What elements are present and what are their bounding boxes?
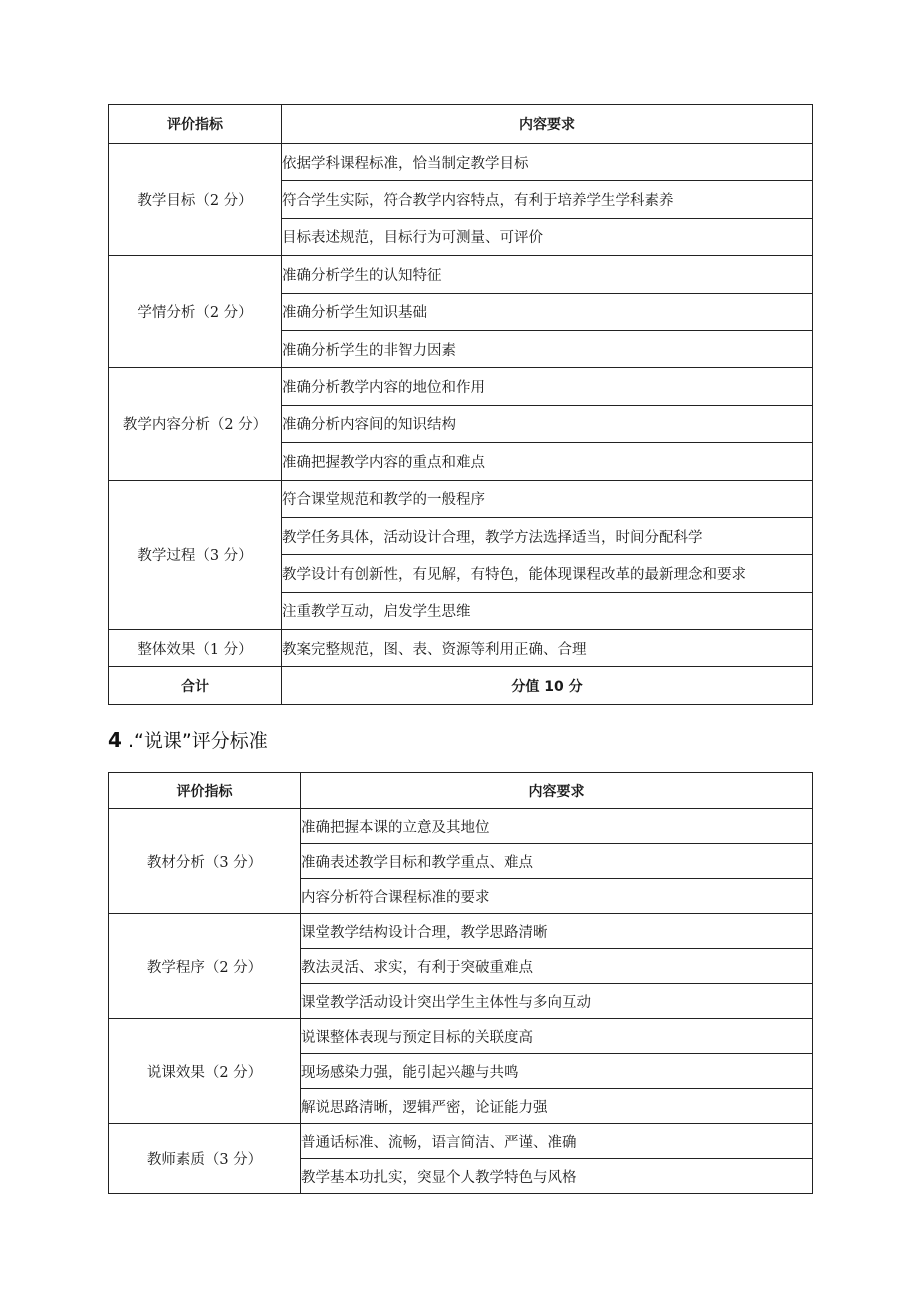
requirement-cell: 准确分析学生知识基础 <box>282 293 813 330</box>
header-content: 内容要求 <box>282 105 813 144</box>
requirement-cell: 课堂教学活动设计突出学生主体性与多向互动 <box>301 984 813 1019</box>
category-cell: 说课效果（2 分） <box>109 1019 301 1124</box>
section-number: 4 <box>108 728 122 752</box>
category-cell: 教学内容分析（2 分） <box>109 368 282 480</box>
category-cell: 整体效果（1 分） <box>109 630 282 667</box>
requirement-cell: 教法灵活、求实，有利于突破重难点 <box>301 949 813 984</box>
requirement-cell: 准确分析教学内容的地位和作用 <box>282 368 813 405</box>
requirement-cell: 准确把握教学内容的重点和难点 <box>282 443 813 480</box>
header-indicator: 评价指标 <box>109 105 282 144</box>
header-indicator: 评价指标 <box>109 773 301 809</box>
category-cell: 教学过程（3 分） <box>109 480 282 630</box>
category-cell: 学情分析（2 分） <box>109 256 282 368</box>
table-header-row <box>109 773 813 809</box>
lesson-plan-scoring-table <box>108 104 813 705</box>
table-row <box>109 809 813 844</box>
requirement-cell: 符合学生实际，符合教学内容特点，有利于培养学生学科素养 <box>282 181 813 218</box>
table-row <box>109 368 813 405</box>
requirement-cell: 教学设计有创新性，有见解，有特色，能体现课程改革的最新理念和要求 <box>282 555 813 592</box>
requirement-cell: 教案完整规范，图、表、资源等利用正确、合理 <box>282 630 813 667</box>
requirement-cell: 准确分析内容间的知识结构 <box>282 405 813 442</box>
total-value: 分值 10 分 <box>282 667 813 704</box>
requirement-cell: 准确把握本课的立意及其地位 <box>301 809 813 844</box>
requirement-cell: 内容分析符合课程标准的要求 <box>301 879 813 914</box>
table-row <box>109 1019 813 1054</box>
table-header-row <box>109 105 813 144</box>
category-cell: 教学目标（2 分） <box>109 144 282 256</box>
table-row <box>109 630 813 667</box>
requirement-cell: 符合课堂规范和教学的一般程序 <box>282 480 813 517</box>
requirement-cell: 准确分析学生的非智力因素 <box>282 330 813 367</box>
category-cell: 教师素质（3 分） <box>109 1124 301 1194</box>
requirement-cell: 准确表述教学目标和教学重点、难点 <box>301 844 813 879</box>
requirement-cell: 解说思路清晰，逻辑严密，论证能力强 <box>301 1089 813 1124</box>
table-row <box>109 914 813 949</box>
requirement-cell: 现场感染力强，能引起兴趣与共鸣 <box>301 1054 813 1089</box>
table-row <box>109 256 813 293</box>
total-label: 合计 <box>109 667 282 704</box>
table-row <box>109 1124 813 1159</box>
lecture-scoring-table <box>108 772 813 1194</box>
requirement-cell: 准确分析学生的认知特征 <box>282 256 813 293</box>
requirement-cell: 教学基本功扎实，突显个人教学特色与风格 <box>301 1159 813 1194</box>
section-title-text: .“说课”评分标准 <box>127 730 268 752</box>
table-row <box>109 480 813 517</box>
requirement-cell: 目标表述规范，目标行为可测量、可评价 <box>282 218 813 255</box>
total-row <box>109 667 813 704</box>
section-heading <box>108 726 268 753</box>
requirement-cell: 普通话标准、流畅，语言简洁、严谨、准确 <box>301 1124 813 1159</box>
category-cell: 教学程序（2 分） <box>109 914 301 1019</box>
header-content: 内容要求 <box>301 773 813 809</box>
requirement-cell: 教学任务具体，活动设计合理，教学方法选择适当，时间分配科学 <box>282 517 813 554</box>
requirement-cell: 课堂教学结构设计合理，教学思路清晰 <box>301 914 813 949</box>
requirement-cell: 说课整体表现与预定目标的关联度高 <box>301 1019 813 1054</box>
table-row <box>109 144 813 181</box>
requirement-cell: 注重教学互动，启发学生思维 <box>282 592 813 629</box>
category-cell: 教材分析（3 分） <box>109 809 301 914</box>
requirement-cell: 依据学科课程标准，恰当制定教学目标 <box>282 144 813 181</box>
